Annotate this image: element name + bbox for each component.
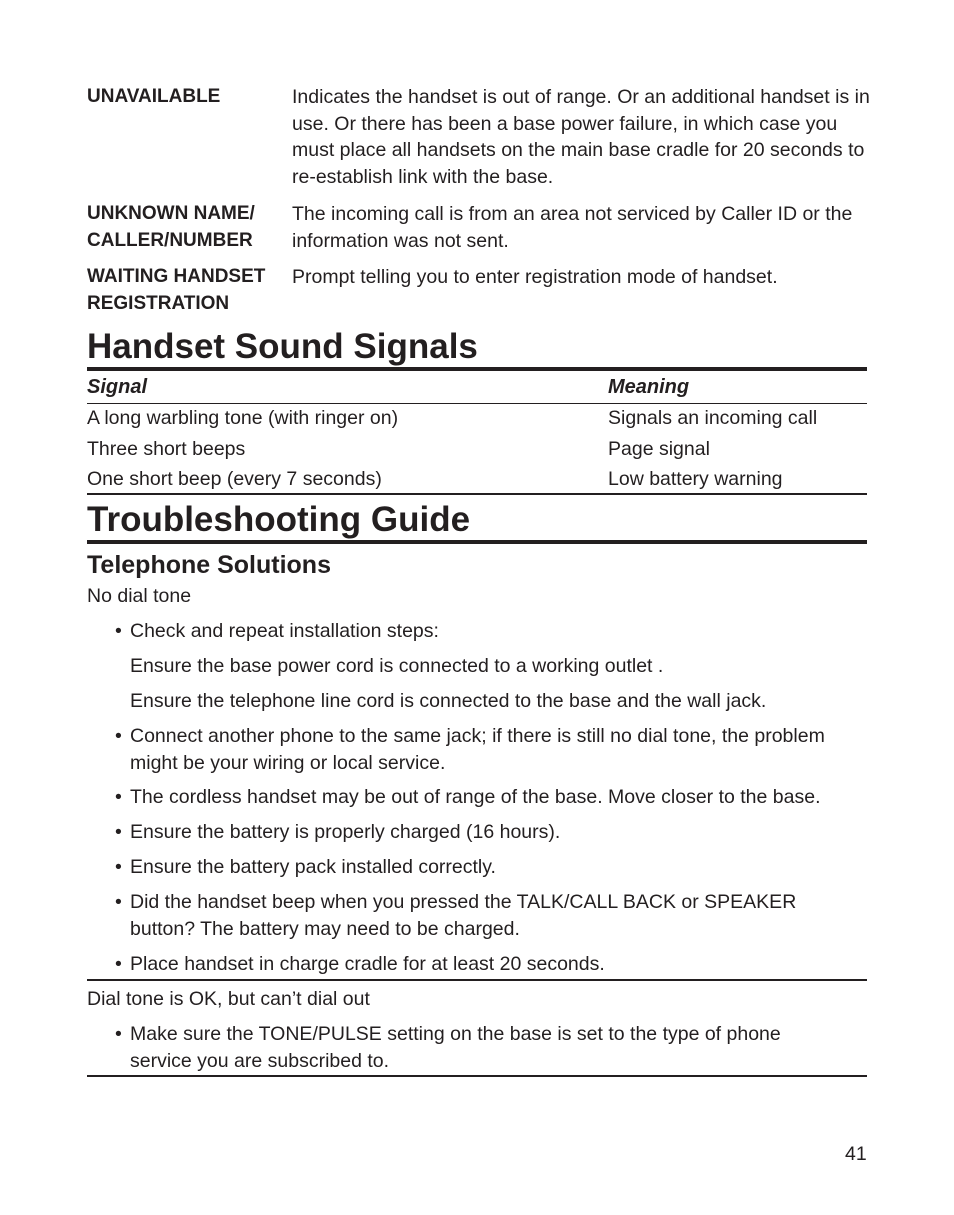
table-row [87,404,867,434]
list-item: Ensure the battery is properly charged (16 hours). [130,821,561,843]
meaning-cell: Signals an incoming call [608,407,818,429]
bullet-symbol: • [115,821,122,843]
definition-description: Indicates the handset is out of range. Or an additional handset is in use. Or there has been a base power failure, in which case you must place all handsets on the main base cradle for 20 seconds to re-establish link with the base. [292,86,870,188]
bullet-symbol: • [115,856,122,878]
bullet-symbol: • [115,725,122,747]
header-signal: Signal [87,376,148,398]
list-subitem: Ensure the base power cord is connected to a working outlet . [130,655,664,677]
list-subitem: Ensure the telephone line cord is connected to the base and the wall jack. [130,690,767,712]
bullet-symbol: • [115,953,122,975]
problem-heading-no-dial-tone: No dial tone [87,585,192,607]
bullet-symbol: • [115,620,122,642]
definition-description: The incoming call is from an area not serviced by Caller ID or the information was not sent. [292,203,853,252]
section-title-sound-signals: Handset Sound Signals [87,327,867,371]
list-item: The cordless handset may be out of range of the base. Move closer to the base. [130,786,821,808]
manual-page [87,0,870,1215]
signal-cell: One short beep (every 7 seconds) [87,468,382,490]
list-item: Place handset in charge cradle for at least 20 seconds. [130,953,605,975]
subsection-title: Telephone Solutions [87,551,331,579]
section-title-troubleshooting: Troubleshooting Guide [87,500,867,544]
definition-term: UNAVAILABLE [87,86,221,107]
table-row [87,465,867,495]
meaning-cell: Low battery warning [608,468,783,490]
list-item: Ensure the battery pack installed correctly. [130,856,496,878]
problem-heading-cant-dial-out: Dial tone is OK, but can’t dial out [87,988,370,1010]
definition-term: UNKNOWN NAME/ CALLER/NUMBER [87,203,255,251]
meaning-cell: Page signal [608,438,710,460]
bullet-symbol: • [115,786,122,808]
bullet-symbol: • [115,1023,122,1045]
definition-description: Prompt telling you to enter registration mode of handset. [292,266,778,288]
table-row [87,435,867,465]
list-item: Make sure the TONE/PULSE setting on the base is set to the type of phone service you are subscribed to. [130,1023,781,1072]
signal-table-header [87,372,867,404]
list-item: Check and repeat installation steps: [130,620,439,642]
section-divider [87,1075,867,1077]
header-meaning: Meaning [608,376,690,398]
list-item: Connect another phone to the same jack; if there is still no dial tone, the problem might be your wiring or local service. [130,725,825,774]
signal-cell: A long warbling tone (with ringer on) [87,407,399,429]
page-number: 41 [845,1143,867,1165]
bullet-symbol: • [115,891,122,913]
list-item: Did the handset beep when you pressed the TALK/CALL BACK or SPEAKER button? The battery may need to be charged. [130,891,797,940]
table-bottom-rule [87,493,867,495]
section-divider [87,979,867,981]
definition-term: WAITING HANDSET REGISTRATION [87,266,266,314]
signal-cell: Three short beeps [87,438,246,460]
